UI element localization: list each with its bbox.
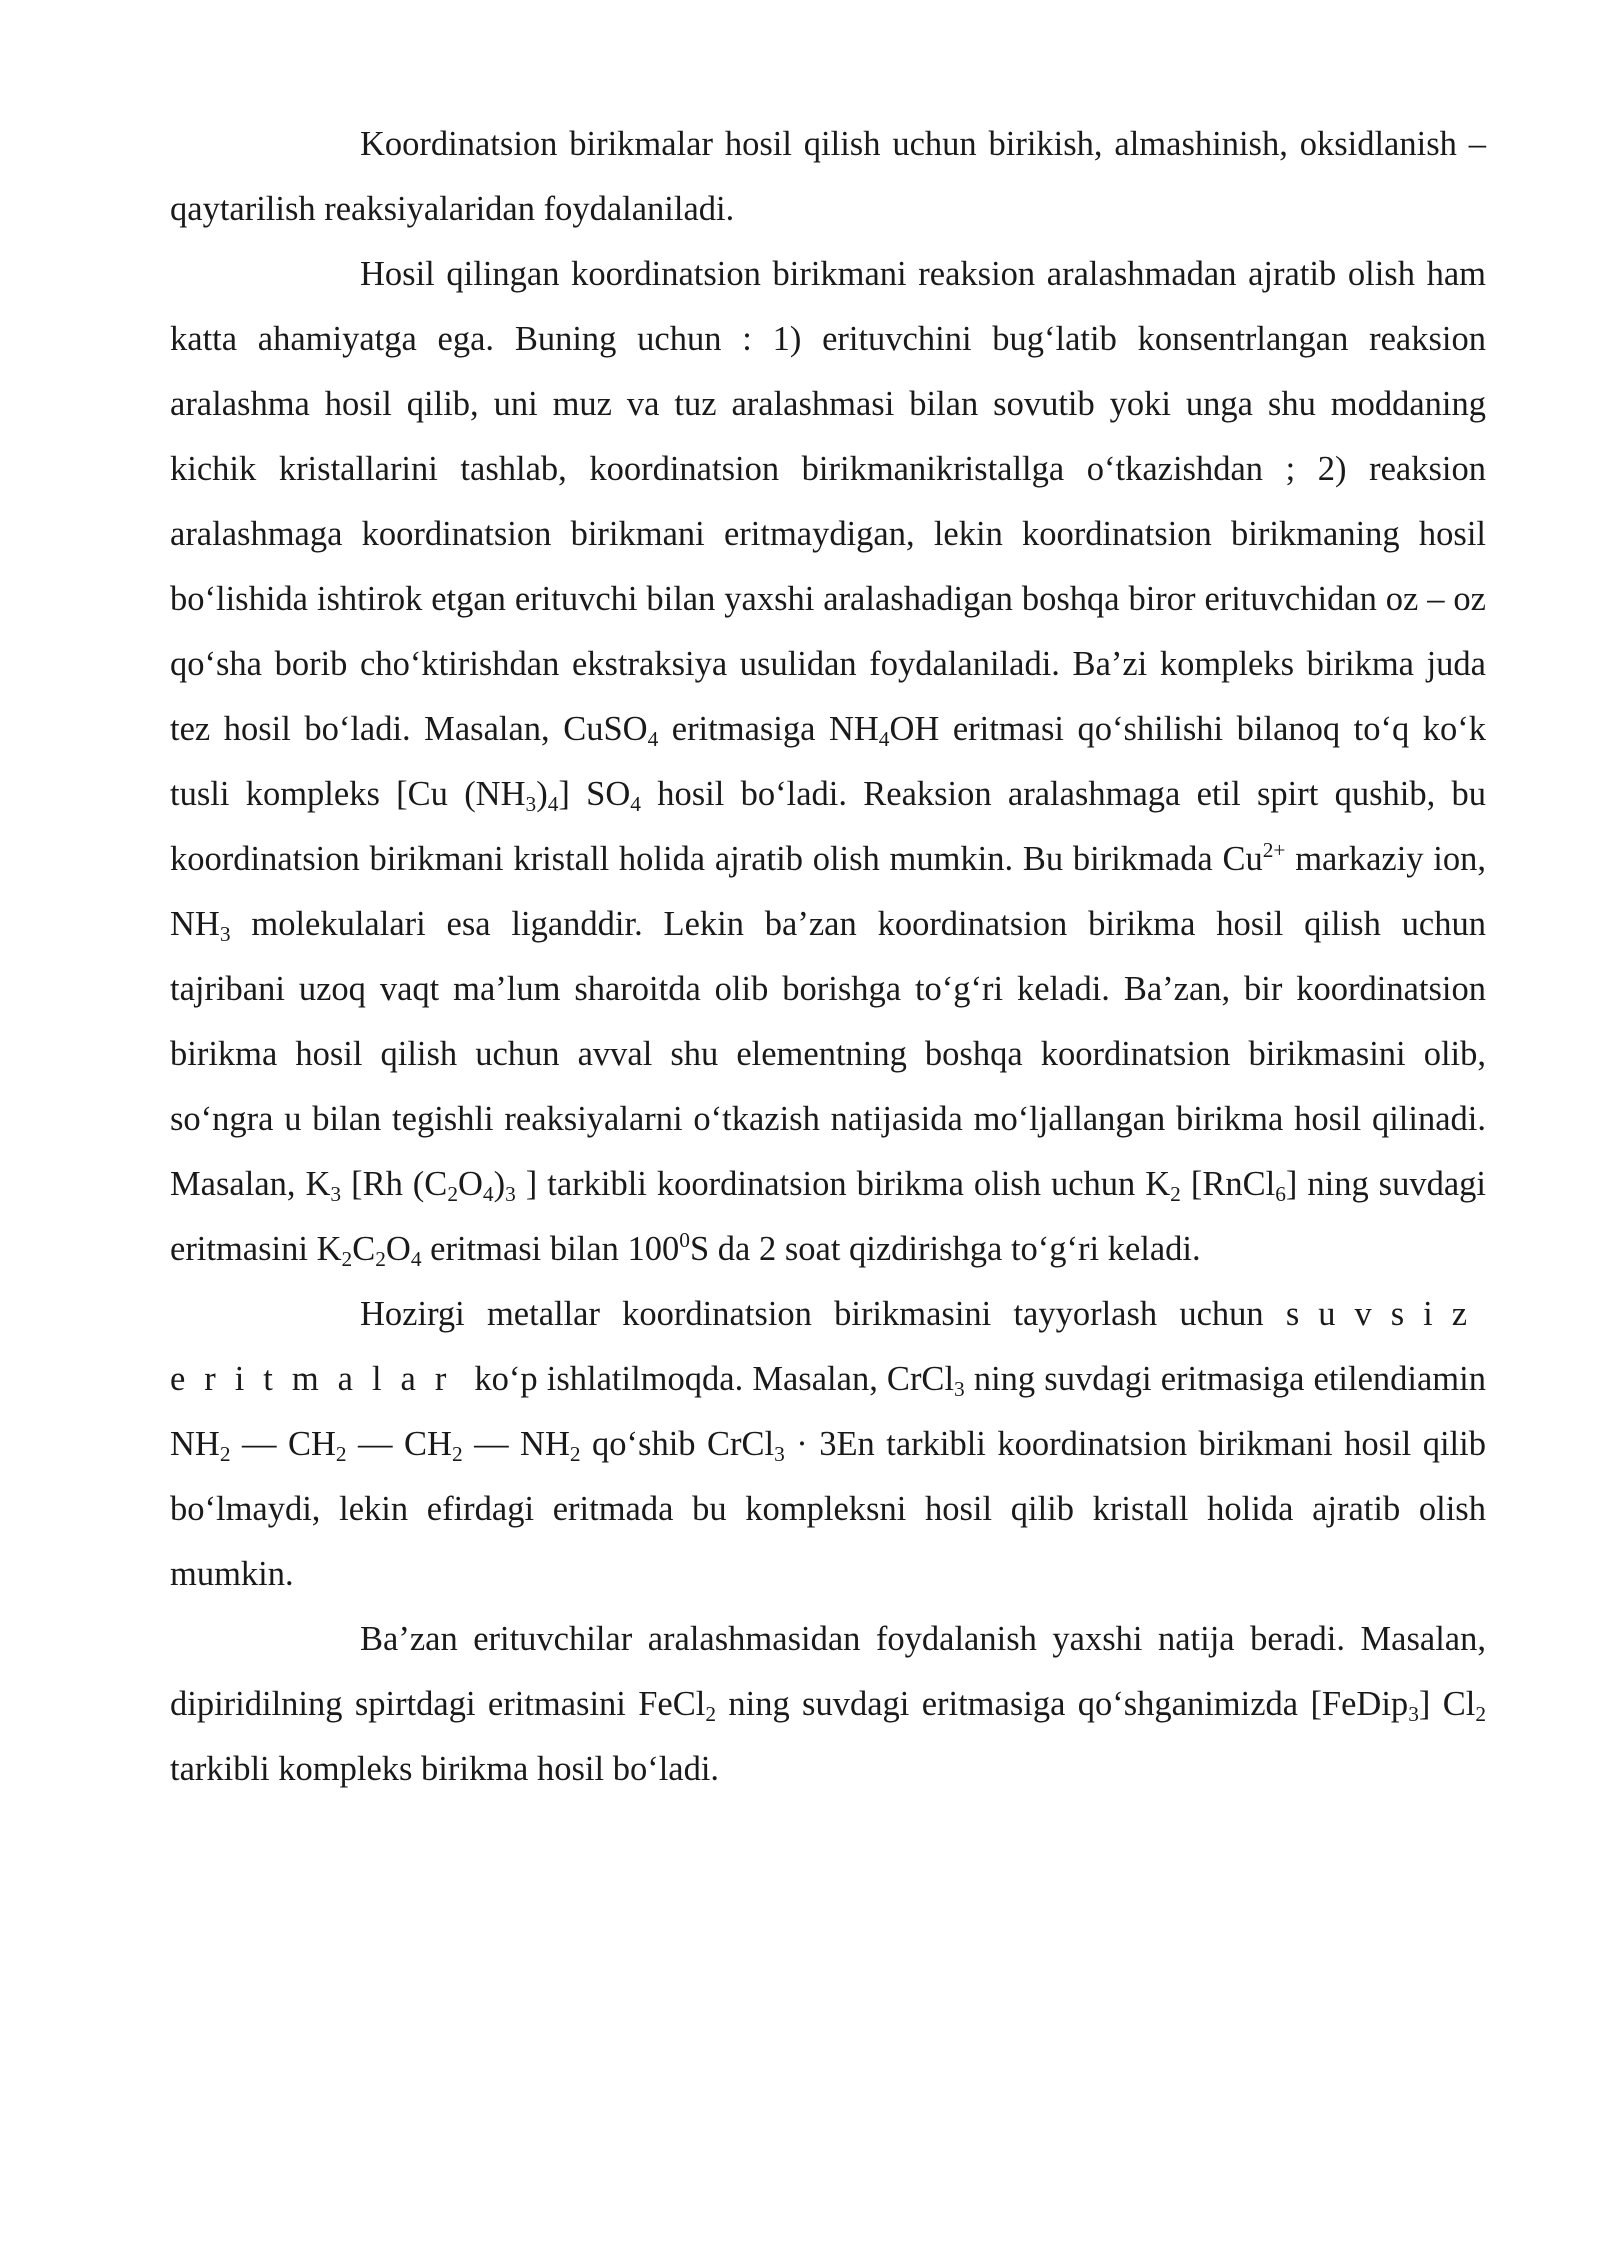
text-run: S da 2 soat qizdirishga to‘g‘ri keladi. [689,1230,1201,1268]
text-run: Koordinatsion birikmalar hosil qilish uchun birikish, almashinish, oksidlanish – qaytarilish reaksiyalaridan foydalaniladi. [170,125,1486,228]
text-run: eritmasiga NH [658,710,879,748]
document-page [170,112,1486,1802]
superscript: 2+ [1262,838,1286,863]
subscript: 3 [219,921,231,946]
subscript: 3 [1408,1701,1419,1726]
text-run: markaziy ion, NH [170,840,1486,943]
subscript: 3 [505,1181,516,1206]
text-run: — NH [462,1425,570,1463]
subscript: 3 [774,1441,785,1466]
text-run: ] tarkibli koordinatsion birikma olish uchun K [515,1165,1171,1203]
subscript: 4 [647,726,659,751]
superscript: 0 [679,1228,690,1253]
text-run: ] SO [558,775,631,813]
subscript: 2 [447,1181,458,1206]
subscript: 3 [954,1376,965,1401]
subscript: 2 [451,1441,463,1466]
text-run: eritmasi bilan 100 [421,1230,680,1268]
subscript: 2 [335,1441,347,1466]
subscript: 2 [341,1246,353,1271]
subscript: 2 [219,1441,231,1466]
subscript: 4 [410,1246,422,1271]
subscript: 4 [547,791,559,816]
text-run: ning suvdagi eritmasiga qo‘shganimizda [FeDip [716,1685,1409,1723]
subscript: 4 [482,1181,494,1206]
subscript: 3 [330,1181,342,1206]
text-run: [Rh (C [341,1165,448,1203]
text-run: Ba’zan erituvchilar aralashmasidan foydalanish yaxshi natija beradi. Masalan, dipiridilning spirtdagi eritmasini FeCl [170,1620,1486,1723]
paragraph [170,112,1486,242]
subscript: 4 [630,791,641,816]
spaced-emphasis: suvsiz eritmalar [170,1295,1486,1398]
subscript: 2 [1170,1181,1181,1206]
text-run: [RnCl [1180,1165,1276,1203]
text-run: molekulalari esa liganddir. Lekin ba’zan koordinatsion birikma hosil qilish uchun tajribani uzoq vaqt ma’lum sharoitda olib borishga to‘g‘ri keladi. Ba’zan, bir koordinatsion birikma hosil qilish uchun avval shu elementning boshqa koordinatsion birikmasini olib, so‘ngra u bilan tegishli reaksiyalarni o‘tkazish natijasida mo‘ljallangan birikma hosil qilinadi. Masalan, K [170,905,1486,1203]
paragraph [170,242,1486,1282]
text-run: ko‘p ishlatilmoqda. Masalan, CrCl [465,1360,955,1398]
subscript: 3 [525,791,537,816]
text-run: ning suvdagi eritmasiga etilendiamin NH [170,1360,1486,1463]
text-run: O [385,1230,411,1268]
text-run: Hozirgi metallar koordinatsion birikmasini tayyorlash uchun [360,1295,1286,1333]
text-run: Hosil qilingan koordinatsion birikmani reaksion aralashmadan ajratib olish ham katta ahamiyatga ega. Buning uchun : 1) erituvchini bug‘latib konsentrlangan reaksion aralashma hosil qilib, uni muz va tuz aralashmasi bilan sovutib yoki unga shu moddaning kichik kristallarini tashlab, koordinatsion birikmanikristallga o‘tkazishdan ; 2) reaksion aralashmaga koordinatsion birikmani eritmaydigan, lekin koordinatsion birikmaning hosil bo‘lishida ishtirok etgan erituvchi bilan yaxshi aralashadigan boshqa biror erituvchidan oz – oz qo‘sha borib cho‘ktirishdan ekstraksiya usulidan foydalaniladi. Ba’zi kompleks birikma juda tez hosil bo‘ladi. Masalan, CuSO [170,255,1486,748]
text-run: — CH [230,1425,336,1463]
text-run: ) [536,775,548,813]
text-run: O [458,1165,483,1203]
subscript: 4 [878,726,890,751]
subscript: 2 [1475,1701,1486,1726]
subscript: 2 [569,1441,581,1466]
text-run: tarkibli kompleks birikma hosil bo‘ladi. [170,1750,720,1788]
paragraph [170,1607,1486,1802]
subscript: 6 [1275,1181,1286,1206]
subscript: 2 [375,1246,386,1271]
text-run: ] ning suvdagi eritmasini K [170,1165,1487,1268]
text-run: · 3En tarkibli koordinatsion birikmani hosil qilib bo‘lmaydi, lekin efirdagi eritmada bu kompleksni hosil qilib kristall holida ajratib olish mumkin. [170,1425,1486,1593]
text-run: ) [493,1165,506,1203]
text-run: — CH [346,1425,452,1463]
subscript: 2 [705,1701,717,1726]
text-run: hosil bo‘ladi. Reaksion aralashmaga etil spirt qushib, bu koordinatsion birikmani kristall holida ajratib olish mumkin. Bu birikmada Cu [170,775,1486,878]
paragraph [170,1282,1486,1607]
text-run: qo‘shib CrCl [580,1425,775,1463]
text-run: C [352,1230,376,1268]
text-run: ] Cl [1418,1685,1476,1723]
text-run: OH eritmasi qo‘shilishi bilanoq to‘q ko‘k tusli kompleks [Cu (NH [170,710,1486,813]
